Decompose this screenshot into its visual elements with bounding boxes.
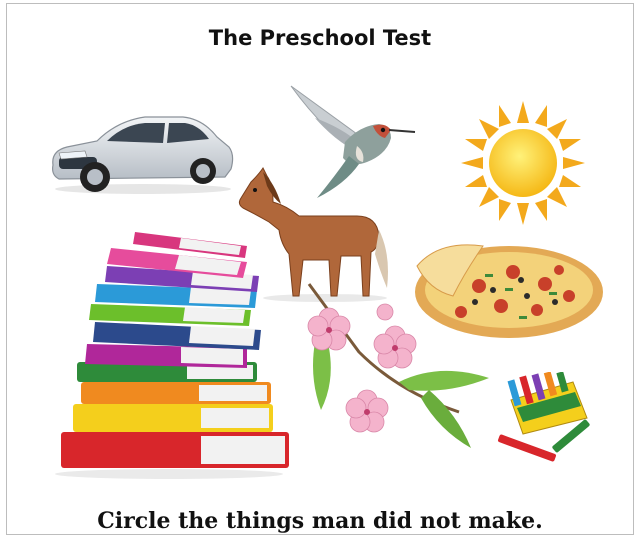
flowers-icon [289, 282, 503, 454]
crayons-icon [493, 372, 597, 470]
books-icon [51, 226, 295, 480]
worksheet-title: The Preschool Test [208, 26, 432, 50]
worksheet-instruction: Circle the things man did not make. [97, 508, 543, 534]
car-icon [45, 107, 235, 195]
sun-icon [455, 98, 591, 228]
worksheet [6, 3, 634, 535]
